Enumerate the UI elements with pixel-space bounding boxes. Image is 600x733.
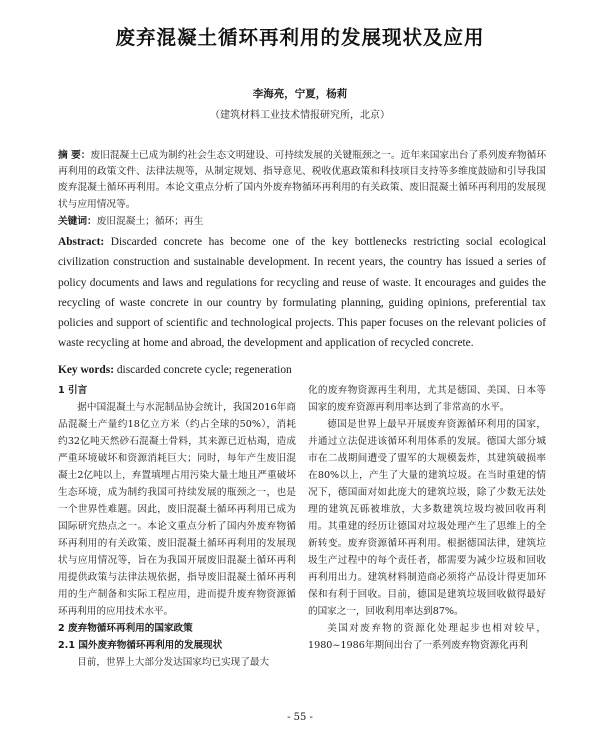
paper-title: 废弃混凝土循环再利用的发展现状及应用 bbox=[115, 26, 485, 49]
chinese-abstract-label: 摘 要： bbox=[58, 150, 91, 161]
paragraph-germany: 德国是世界上最早开展废弃资源循环利用的国家，并通过立法促进该循环利用体系的发展。德国大部分城市在二战期间遭受了盟军的大规模轰炸，其建筑破损率在80%以上，产生了大量的建筑垃圾。在当时重建的情况下，德国面对如此庞大的建筑垃圾，除了少数无法处理的建筑瓦砾被堆放，大多数建筑垃圾均被回收再利用。其重建的经历让德国对垃圾处理产生了思维上的全新转变。废弃资源循环再利用。根据德国法律，建筑垃圾生产过程中的每个责任者，都需要为减少垃圾和回收再利用出力。建筑材料制造商必须将产品设计得更加环保和有利于回收。目前，德国是建筑垃圾回收做得最好的国家之一，回收利用率达到87%。 bbox=[308, 419, 546, 617]
section-heading-introduction: 1 引言 bbox=[58, 385, 88, 396]
paragraph-foreign-continued: 化的废弃物资源再生利用，尤其是德国、美国、日本等国家的废弃资源再利用率达到了非常高的水平。 bbox=[308, 385, 546, 413]
english-keywords bbox=[58, 360, 546, 380]
left-column bbox=[58, 382, 296, 671]
chinese-keywords bbox=[58, 214, 546, 230]
english-keywords-label: Key words: bbox=[58, 364, 114, 376]
chinese-keywords-label: 关键词： bbox=[58, 216, 97, 227]
section-heading-policy: 2 废弃物循环再利用的国家政策 bbox=[58, 623, 193, 634]
paragraph-foreign-start: 目前，世界上大部分发达国家均已实现了最大 bbox=[77, 657, 270, 668]
english-keywords-text: discarded concrete cycle; regeneration bbox=[114, 364, 292, 376]
english-abstract-label: Abstract: bbox=[58, 236, 105, 248]
paragraph-introduction: 据中国混凝土与水泥制品协会统计，我国2016年商品混凝土产量约18亿立方米（约占全球的50%），消耗约32亿吨天然砂石混凝土骨料，其来源已近枯竭，造成严重环境破坏和资源消耗巨大；同时，每年产生废旧混凝土2亿吨以上，弃置填埋占用污染大量土地且严重破坏生态环境，成为制约我国可持续发展的瓶颈之一，也是一个世界性难题。因此，废旧混凝土循环再利用已成为国际研究热点之一。本论文重点分析了国内外废弃物循环再利用的有关政策、废旧混凝土循环再利用的发展现状与应用情况等，旨在为我国开展废旧混凝土循环再利用提供政策与法律法规依据，指导废旧混凝土循环再利用的生产制备和实际工程应用，进而提升废弃物资源循环再利用的应用技术水平。 bbox=[58, 402, 296, 617]
chinese-keywords-text: 废旧混凝土；循环；再生 bbox=[96, 216, 204, 227]
chinese-abstract-text: 废旧混凝土已成为制约社会生态文明建设、可持续发展的关键瓶颈之一。近年来国家出台了系列废弃物循环再利用的政策文件、法律法规等，从制定规划、指导意见、税收优惠政策和科技项目支持等多维度鼓励和引导我国废弃混凝土循环再利用。本论文重点分析了国内外废弃物循环再利用的有关政策、废旧混凝土循环再利用的发展现状与应用情况等。 bbox=[58, 150, 547, 210]
english-abstract bbox=[58, 232, 546, 354]
chinese-abstract bbox=[58, 148, 546, 213]
subsection-heading-foreign: 2.1 国外废弃物循环再利用的发展现状 bbox=[58, 640, 223, 651]
right-column bbox=[308, 382, 546, 654]
english-abstract-text: Discarded concrete has become one of the key bottlenecks restricting social ecological civilization construction and sustainable development. In recent years, the country has issued a series of policy documents and laws and regulations for recycling and reuse of waste. It encourages and guides the recycling of waste concrete in our country by formulating planning, guiding opinions, preferential tax policies and support of scientific and technological projects. This paper focuses on the relevant policies of waste recycling at home and abroad, the development and application of recycled concrete. bbox=[58, 236, 546, 350]
author-list: 李海亮，宁夏，杨莉 bbox=[252, 88, 348, 100]
page-number: - 55 - bbox=[287, 712, 313, 723]
author-affiliation: （建筑材料工业技术情报研究所，北京） bbox=[210, 110, 390, 121]
paragraph-usa: 美国对废弃物的资源化处理起步也相对较早，1980~1986年期间出台了一系列废弃物资源化再利 bbox=[308, 623, 546, 651]
